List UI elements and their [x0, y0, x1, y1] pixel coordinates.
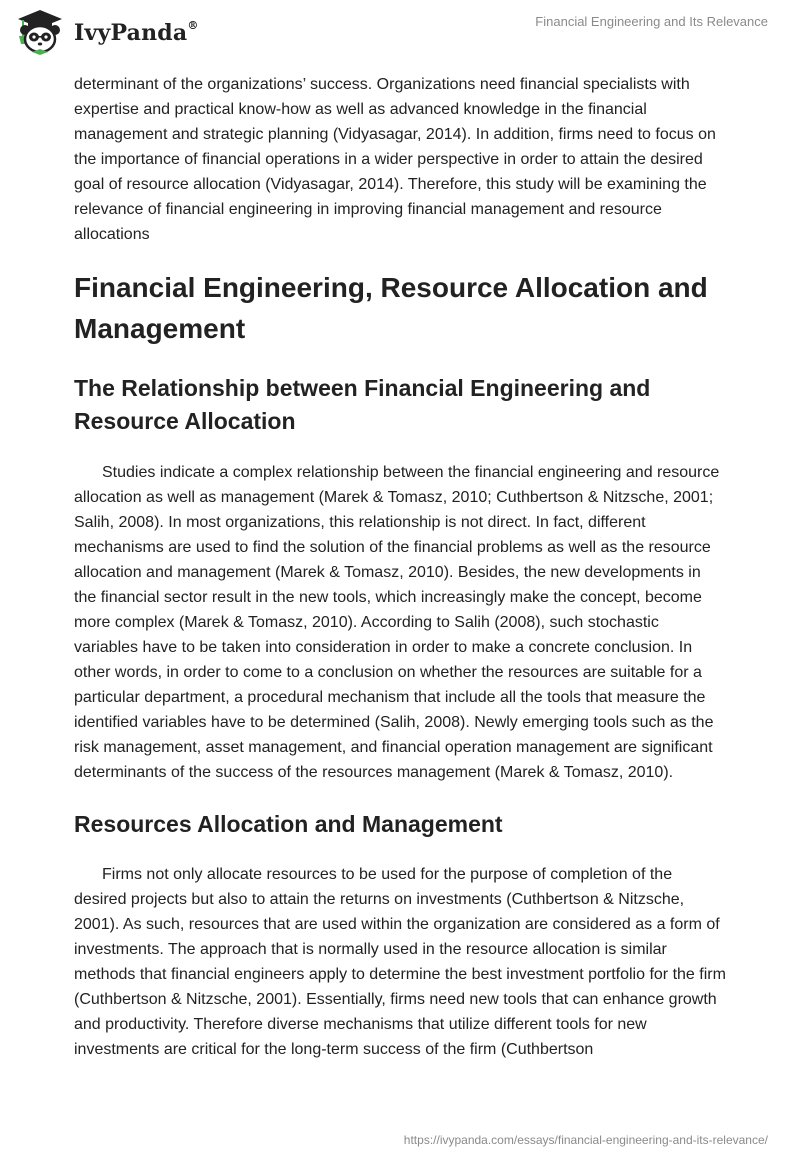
registered-mark: ®	[187, 18, 199, 32]
section-heading: Financial Engineering, Resource Allocation and Management	[74, 272, 708, 344]
page-header	[0, 0, 800, 64]
essay-content	[74, 72, 726, 1062]
ivypanda-logo[interactable]	[14, 8, 199, 56]
subsection-heading-resources: Resources Allocation and Management	[74, 811, 503, 837]
subsection-heading-relationship: The Relationship between Financial Engineering and Resource Allocation	[74, 375, 651, 434]
intro-paragraph: determinant of the organizations’ success. Organizations need financial specialists with expertise and practical know-how as well as advanced knowledge in the financial management and strategic planning (Vidyasagar, 2014). In addition, firms need to focus on the importance of financial operations in a wider perspective in order to attain the desired goal of resource allocation (Vidyasagar, 2014). Therefore, this study will be examining the relevance of financial engineering in improving financial management and resource allocations	[74, 76, 716, 243]
brand-name: IvyPanda®	[74, 18, 199, 46]
resources-paragraph: Firms not only allocate resources to be used for the purpose of completion of the desired projects but also to attain the returns on investments (Cuthbertson & Nitzsche, 2001). As such, resources that are used within the organization are considered as a form of investments. The approach that is normally used in the resource allocation is similar methods that financial engineers apply to determine the best investment portfolio for the firm (Cuthbertson & Nitzsche, 2001). Essentially, firms need new tools that can enhance growth and productivity. Therefore diverse mechanisms that utilize different tools for new investments are critical for the long-term success of the firm (Cuthbertson	[74, 866, 726, 1058]
panda-graduate-icon	[14, 8, 66, 56]
source-url[interactable]: https://ivypanda.com/essays/financial-engineering-and-its-relevance/	[403, 1133, 768, 1147]
relationship-paragraph: Studies indicate a complex relationship between the financial engineering and resource allocation as well as management (Marek & Tomasz, 2010; Cuthbertson & Nitzsche, 2001; Salih, 2008). In most organizations, this relationship is not direct. In fact, different mechanisms are used to find the solution of the financial problems as well as the resource allocation and management (Marek & Tomasz, 2010). Besides, the new developments in the financial sector result in the new tools, which increasingly make the concept, become more complex (Marek & Tomasz, 2010). According to Salih (2008), such stochastic variables have to be taken into consideration in order to make a concrete conclusion. In other words, in order to come to a conclusion on whether the resources are suitable for a particular department, a procedural mechanism that include all the tools that measure the identified variables have to be determined (Salih, 2008). Newly emerging tools such as the risk management, asset management, and financial operation management are significant determinants of the success of the resources management (Marek & Tomasz, 2010).	[74, 464, 720, 781]
document-title: Financial Engineering and Its Relevance	[535, 14, 768, 29]
